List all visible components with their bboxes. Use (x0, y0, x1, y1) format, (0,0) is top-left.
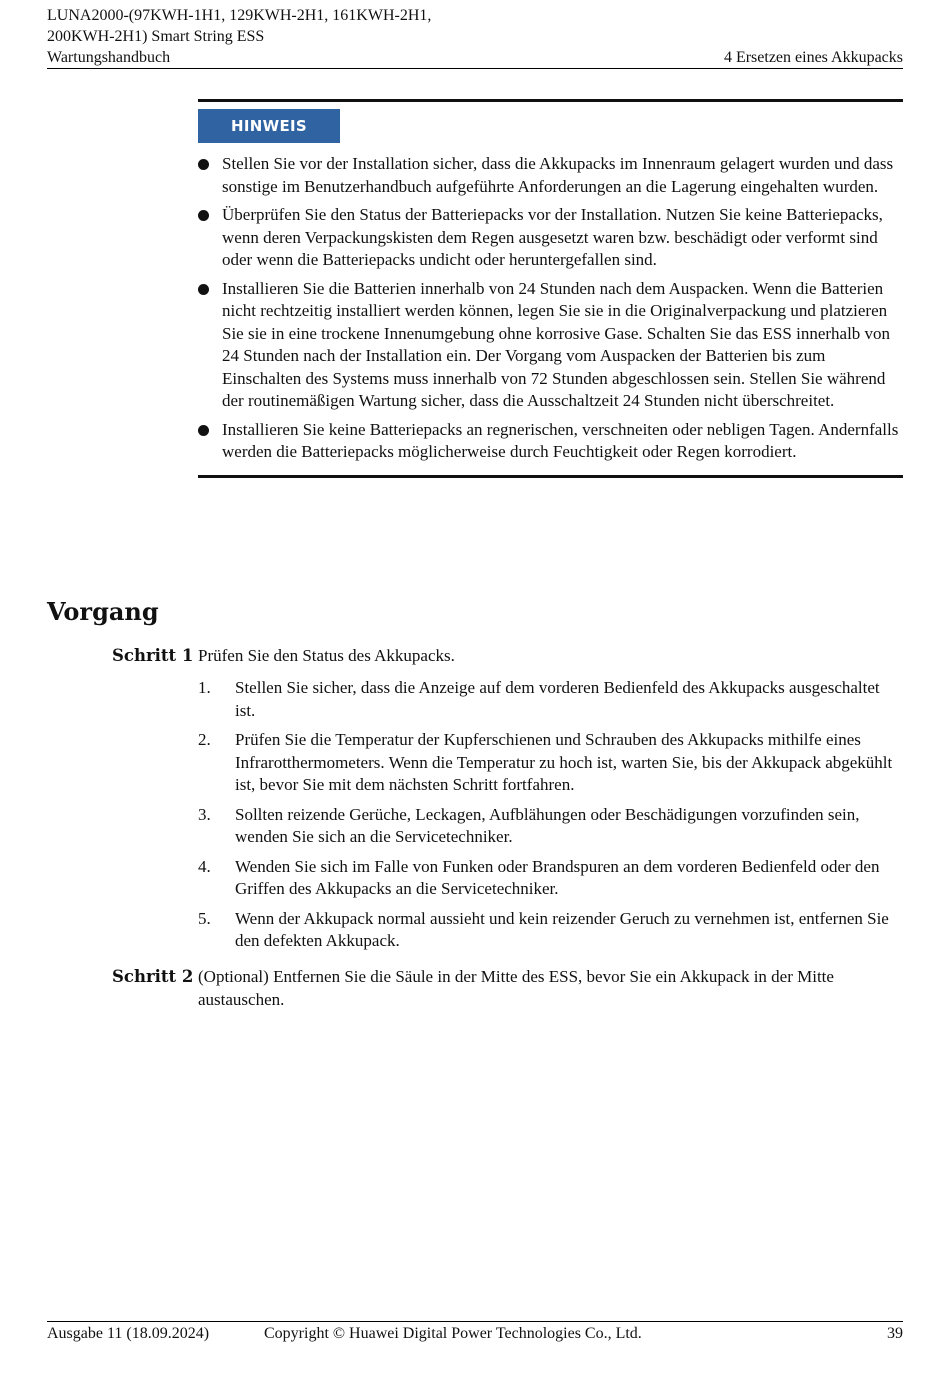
substep-item (198, 804, 903, 849)
page-header (47, 5, 903, 68)
page-footer (47, 1323, 903, 1344)
step-2-label: Schritt 2 (112, 967, 194, 986)
notice-bottom-rule (198, 475, 903, 478)
notice-list (198, 153, 903, 464)
notice-item (198, 204, 903, 272)
footer-divider (47, 1321, 903, 1322)
step-1-label: Schritt 1 (112, 646, 194, 665)
substep-text: Prüfen Sie die Temperatur der Kupferschienen und Schrauben des Akkupacks mithilfe eines Infrarotthermometers. Wenn die Temperatur zu hoch ist, warten Sie, bis der Akkupack abgekühlt ist, bevor Sie mit dem nächsten Schritt fortfahren. (235, 730, 893, 794)
section-title: Vorgang (47, 597, 159, 626)
substep-item (198, 908, 903, 953)
notice-badge: HINWEIS (198, 109, 340, 143)
bullet-icon (198, 159, 209, 170)
notice-item-text: Überprüfen Sie den Status der Batteriepacks vor der Installation. Nutzen Sie keine Batteriepacks, wenn deren Verpackungskisten dem Regen ausgesetzt waren bzw. beschädigt oder verformt sind oder wenn die Batteriepacks undicht oder heruntergefallen sind. (222, 205, 883, 269)
header-title-line2: 200KWH-2H1) Smart String ESS (47, 28, 265, 45)
notice-item-text: Stellen Sie vor der Installation sicher, dass die Akkupacks im Innenraum gelagert wurden und dass sonstige im Benutzerhandbuch aufgeführte Anforderungen an die Lagerung eingehalten wurden. (222, 154, 894, 196)
notice-item (198, 278, 903, 413)
page-number: 39 (887, 1325, 903, 1342)
bullet-icon (198, 284, 209, 295)
substep-item (198, 856, 903, 901)
notice-item (198, 419, 903, 464)
substep-number: 4. (198, 856, 211, 876)
substep-number: 3. (198, 804, 211, 824)
header-title-line1: LUNA2000-(97KWH-1H1, 129KWH-2H1, 161KWH-2H1, (47, 7, 432, 24)
step-1-substeps (198, 677, 903, 960)
notice-item (198, 153, 903, 198)
header-chapter: 4 Ersetzen eines Akkupacks (723, 49, 903, 66)
substep-number: 5. (198, 908, 211, 928)
step-2-text: (Optional) Entfernen Sie die Säule in der Mitte des ESS, bevor Sie ein Akkupack in der Mitte austauschen. (198, 967, 834, 1009)
header-title-line3: Wartungshandbuch (47, 49, 171, 66)
substep-number: 1. (198, 678, 211, 697)
bullet-icon (198, 210, 209, 221)
substep-text: Sollten reizende Gerüche, Leckagen, Aufblähungen oder Beschädigungen vorzufinden sein, wenden Sie sich an die Servicetechniker. (235, 804, 860, 846)
notice-item-text: Installieren Sie keine Batteriepacks an regnerischen, verschneiten oder nebligen Tagen. Andernfalls werden die Batteriepacks möglicherweise durch Feuchtigkeit oder Regen korrodiert. (222, 419, 899, 461)
step-1-text: Prüfen Sie den Status des Akkupacks. (198, 646, 455, 665)
bullet-icon (198, 425, 209, 436)
header-divider (47, 68, 903, 69)
footer-issue: Ausgabe 11 (18.09.2024) (47, 1325, 210, 1342)
footer-copyright: Copyright © Huawei Digital Power Technologies Co., Ltd. (264, 1325, 642, 1342)
substep-item (198, 677, 903, 722)
substep-item (198, 729, 903, 797)
substep-text: Stellen Sie sicher, dass die Anzeige auf dem vorderen Bedienfeld des Akkupacks ausgeschaltet ist. (235, 678, 880, 720)
substep-text: Wenden Sie sich im Falle von Funken oder Brandspuren an dem vorderen Bedienfeld oder den Griffen des Akkupacks an die Servicetechniker. (235, 856, 880, 898)
notice-top-rule (198, 99, 903, 102)
substep-number: 2. (198, 730, 211, 749)
substep-text: Wenn der Akkupack normal aussieht und kein reizender Geruch zu vernehmen ist, entfernen Sie den defekten Akkupack. (235, 908, 889, 950)
notice-box (198, 99, 903, 478)
notice-item-text: Installieren Sie die Batterien innerhalb von 24 Stunden nach dem Auspacken. Wenn die Batterien nicht rechtzeitig installiert werden können, legen Sie sie in die Originalverpackung und platzieren Sie sie in eine trockene Innenumgebung ohne korrosive Gase. Schalten Sie das ESS innerhalb von 24 Stunden nach der Installation ein. Der Vorgang vom Auspacken der Batterien bis zum Einschalten des Systems muss innerhalb von 72 Stunden abgeschlossen sein. Stellen Sie während der routinemäßigen Wartung sicher, dass die Ausschaltzeit 24 Stunden nicht überschreitet. (222, 278, 891, 410)
